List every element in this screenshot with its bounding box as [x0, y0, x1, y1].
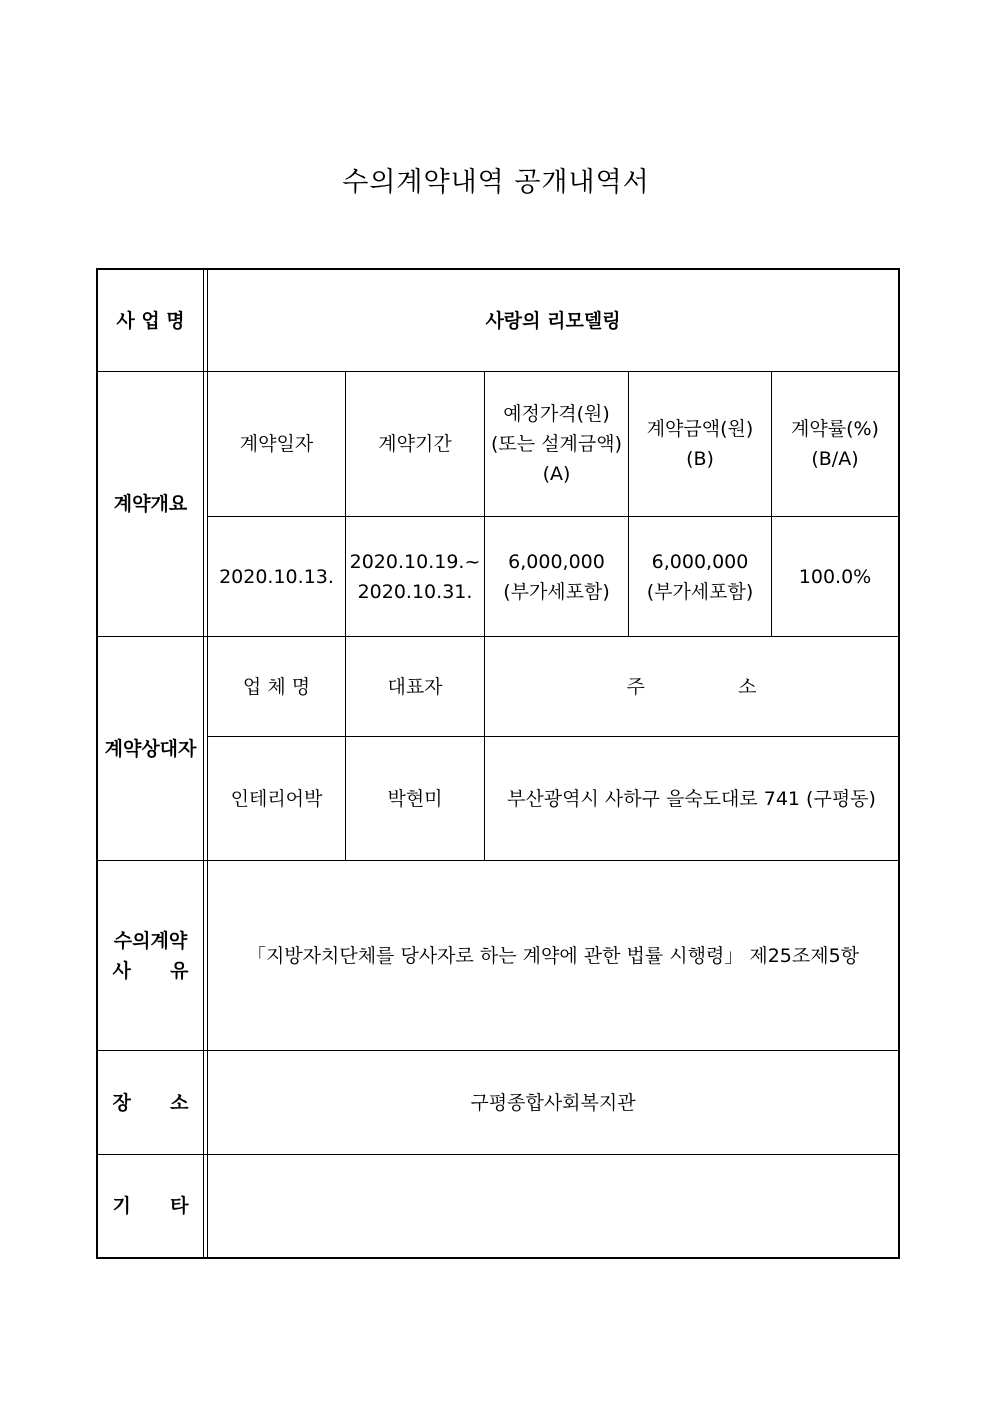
header-contract-amount: 계약금액(원) (B): [646, 418, 754, 470]
contract-table: [96, 268, 900, 1259]
header-representative: 대표자: [387, 675, 443, 698]
header-address: 주 소: [626, 675, 757, 698]
value-address: 부산광역시 사하구 을숙도대로 741 (구평동): [507, 787, 876, 810]
header-estimated-price: 예정가격(원) (또는 설계금액) (A): [491, 403, 622, 485]
header-contract-period: 계약기간: [378, 433, 452, 455]
label-divider: [203, 270, 204, 1257]
value-contract-rate: 100.0%: [798, 565, 872, 588]
overview-label: 계약개요: [113, 492, 188, 515]
value-contract-amount: 6,000,000 (부가세포함): [646, 550, 754, 603]
value-estimated-price: 6,000,000 (부가세포함): [503, 550, 610, 603]
value-company-name: 인테리어박: [230, 787, 323, 810]
project-name-value: 사랑의 리모델링: [485, 309, 621, 332]
reason-value: 「지방자치단체를 당사자로 하는 계약에 관한 법률 시행령」 제25조제5항: [246, 944, 860, 967]
value-contract-date: 2020.10.13.: [219, 565, 334, 588]
header-company-name: 업 체 명: [242, 675, 311, 698]
value-contract-period: 2020.10.19.~ 2020.10.31.: [349, 550, 481, 603]
counterparty-label: 계약상대자: [104, 737, 197, 760]
document-title: 수의계약내역 공개내역서: [342, 167, 650, 198]
etc-value: [208, 1155, 898, 1257]
value-representative: 박현미: [387, 787, 443, 810]
reason-label: 수의계약 사 유: [112, 929, 189, 982]
etc-label: 기 타: [112, 1195, 189, 1217]
header-contract-date: 계약일자: [239, 433, 314, 455]
header-contract-rate: 계약률(%) (B/A): [791, 418, 879, 470]
place-label: 장 소: [112, 1091, 189, 1114]
project-name-label: 사 업 명: [116, 309, 185, 332]
place-value: 구평종합사회복지관: [470, 1091, 636, 1114]
